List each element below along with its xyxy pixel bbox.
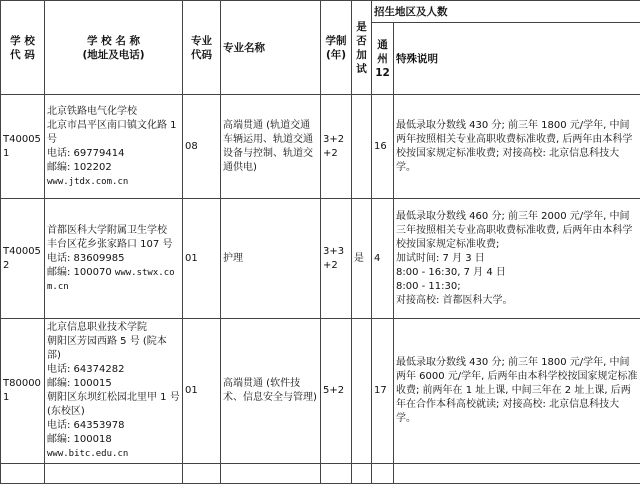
school-phone-2: 电话: 64353978 (47, 419, 180, 433)
school-postcode: 邮编: 102202 (47, 161, 180, 175)
school-website[interactable]: www.bitc.edu.cn (47, 447, 180, 461)
school-postcode-2: 邮编: 100018 (47, 433, 180, 447)
major-code: 01 (183, 319, 221, 464)
header-region-title: 招生地区及人数 (372, 1, 640, 23)
add-exam (352, 319, 372, 464)
table-row (1, 95, 640, 199)
table-row (1, 464, 640, 484)
school-name: 北京信息职业技术学院 (47, 321, 180, 335)
school-address-2: 朝阳区东坝红松园北里甲 1 号 (东校区) (47, 391, 180, 419)
school-postcode: 邮编: 100070 www.stwx.com.cn (47, 266, 180, 294)
major-name: 高端贯通 (轨道交通车辆运用、轨道交通设备与控制、轨道交通供电) (221, 95, 321, 199)
school-name: 北京铁路电气化学校 (47, 105, 180, 119)
header-school-code: 学 校 代 码 (1, 1, 45, 95)
school-address: 北京市昌平区南口镇文化路 1 号 (47, 119, 180, 147)
school-postcode: 邮编: 100015 (47, 377, 180, 391)
add-exam (352, 95, 372, 199)
school-website[interactable]: www.jtdx.com.cn (47, 175, 180, 189)
school-website[interactable]: www.stwx.com.cn (47, 268, 175, 292)
school-info (45, 319, 183, 464)
add-exam: 是 (352, 199, 372, 319)
header-notes: 特殊说明 (394, 23, 640, 95)
header-major-code: 专业 代码 (183, 1, 221, 95)
school-phone: 电话: 69779414 (47, 147, 180, 161)
tongzhou-count: 4 (372, 199, 394, 319)
header-duration: 学制 (年) (321, 1, 352, 95)
major-code: 01 (183, 199, 221, 319)
school-info (45, 199, 183, 319)
header-school-name: 学 校 名 称 (地址及电话) (45, 1, 183, 95)
table-row (1, 319, 640, 464)
school-code: T400051 (1, 95, 45, 199)
header-major-name: 专业名称 (221, 1, 321, 95)
header-add-exam: 是 否 加 试 (352, 1, 372, 95)
tongzhou-count: 17 (372, 319, 394, 464)
school-code: T800001 (1, 319, 45, 464)
duration: 5+2 (321, 319, 352, 464)
special-notes: 最低录取分数线 430 分; 前三年 1800 元/学年, 中间两年按照相关专业高职收费标准收费, 后两年由本科学校按国家规定标准收费; 对接高校: 北京信息科技大学。 (394, 95, 640, 199)
header-tongzhou: 通 州 12 (372, 23, 394, 95)
school-code: T400052 (1, 199, 45, 319)
school-phone: 电话: 64374282 (47, 363, 180, 377)
school-name: 首都医科大学附属卫生学校 (47, 224, 180, 238)
tongzhou-count: 16 (372, 95, 394, 199)
major-name: 高端贯通 (软件技术、信息安全与管理) (221, 319, 321, 464)
major-name: 护理 (221, 199, 321, 319)
table-row (1, 199, 640, 319)
duration: 3+2+2 (321, 95, 352, 199)
special-notes: 最低录取分数线 430 分; 前三年 1800 元/学年, 中间两年 6000 元/学年, 后两年由本科学校按国家规定标准收费; 前两年在 1 址上课, 中间三年在 2 址上课, 后两年在合作本科高校就读; 对接高校: 北京信息科技大学。 (394, 319, 640, 464)
school-info (45, 95, 183, 199)
school-address: 丰台区花乡张家路口 107 号电话: 83609985 (47, 238, 180, 266)
school-address: 朝阳区芳园西路 5 号 (院本部) (47, 335, 180, 363)
major-code: 08 (183, 95, 221, 199)
special-notes: 最低录取分数线 460 分; 前三年 2000 元/学年, 中间三年按照相关专业高职收费标准收费, 后两年由本科学校按国家规定标准收费; 加试时间: 7 月 3 日 8:00 - 16:30, 7 月 4 日 8:00 - 11:30; 对接高校: 首都医科大学。 (394, 199, 640, 319)
duration: 3+3+2 (321, 199, 352, 319)
